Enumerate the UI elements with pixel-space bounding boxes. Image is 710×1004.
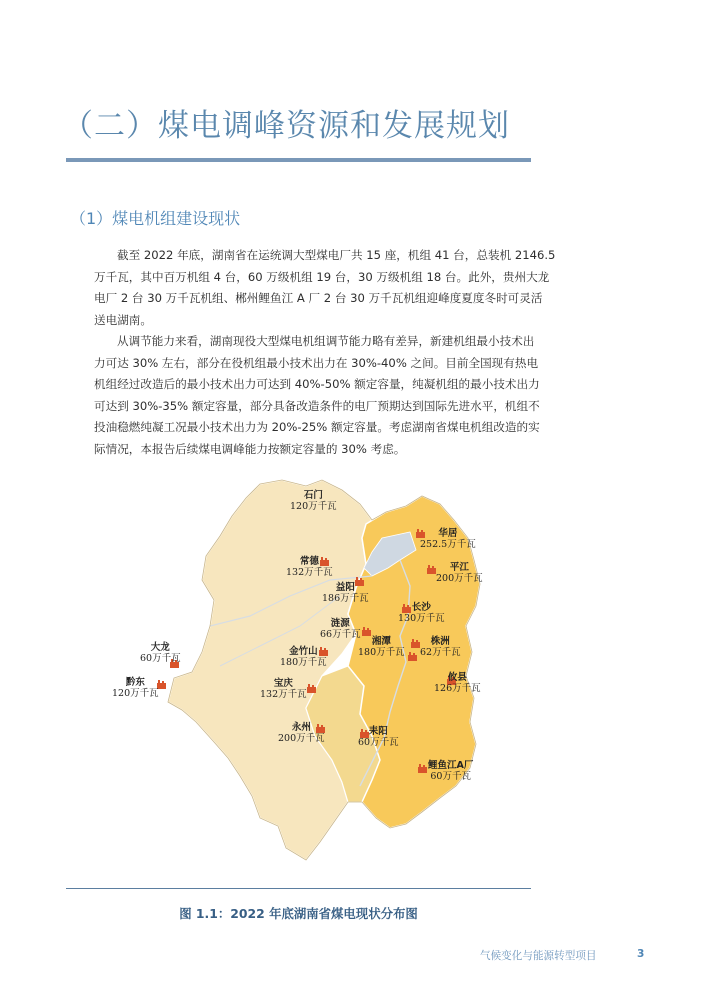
- plant-capacity: 180万千瓦: [280, 657, 327, 668]
- paragraph-line: 从调节能力来看，湖南现役大型煤电机组调节能力略有差异，新建机组最小技术出: [117, 334, 535, 348]
- plant-capacity: 132万千瓦: [260, 689, 307, 700]
- plant-label-youxian: [434, 672, 481, 694]
- plant-name: 黔东: [125, 677, 145, 688]
- plant-capacity: 60万千瓦: [358, 737, 399, 748]
- plant-label-zhuzhou: [420, 636, 461, 658]
- page-number: 3: [637, 948, 645, 960]
- paragraph-line: 截至 2022 年底，湖南省在运统调大型煤电厂共 15 座，机组 41 台，总装机 2146.5: [117, 248, 556, 262]
- section-title: （1）煤电机组建设现状: [70, 209, 241, 228]
- plant-label-qiandong: [112, 677, 159, 699]
- plant-name: 常德: [299, 556, 319, 567]
- plant-capacity: 200万千瓦: [436, 573, 483, 584]
- plant-capacity: 62万千瓦: [420, 647, 461, 658]
- plant-capacity: 180万千瓦: [358, 647, 405, 658]
- plant-name: 株洲: [430, 636, 450, 647]
- plant-label-dalong: [140, 642, 181, 664]
- power-plant-icon: [362, 627, 371, 636]
- power-plant-icon: [427, 565, 436, 574]
- plant-capacity: 126万千瓦: [434, 683, 481, 694]
- plant-label-leiyang: [358, 726, 399, 748]
- plant-name: 攸县: [447, 672, 467, 683]
- plant-name: 鲤鱼江A厂: [428, 760, 474, 771]
- paragraph-line: 可达到 30%-35% 额定容量，部分具备改造条件的电厂预期达到国际先进水平，机组不: [94, 398, 540, 413]
- page-heading: （二）煤电调峰资源和发展规划: [62, 108, 510, 144]
- plant-name: 金竹山: [289, 646, 318, 657]
- plant-name: 益阳: [335, 582, 355, 593]
- plant-name: 涟源: [330, 618, 350, 629]
- plant-label-liyujiang: [428, 760, 473, 782]
- plant-name: 大龙: [150, 642, 170, 653]
- plant-capacity: 130万千瓦: [398, 613, 445, 624]
- power-plant-icon: [411, 639, 420, 648]
- plant-label-changsha: [398, 602, 445, 624]
- plant-capacity: 66万千瓦: [320, 629, 361, 640]
- caption-rule: [66, 888, 531, 889]
- plant-name: 耒阳: [368, 726, 388, 737]
- power-plant-icon: [307, 684, 316, 693]
- power-plant-icon: [418, 764, 427, 773]
- plant-capacity: 60万千瓦: [140, 653, 181, 664]
- heading-underline: [66, 158, 531, 162]
- plant-name: 宝庆: [273, 678, 293, 689]
- footer-project-name: 气候变化与能源转型项目: [480, 950, 597, 962]
- plant-capacity: 120万千瓦: [112, 688, 159, 699]
- plant-capacity: 60万千瓦: [430, 771, 471, 782]
- plant-name: 永州: [291, 722, 311, 733]
- paragraph-line: 机组经过改造后的最小技术出力可达到 40%-50% 额定容量，纯凝机组的最小技术出力: [94, 377, 540, 391]
- paragraph-line: 投油稳燃纯凝工况最小技术出力为 20%-25% 额定容量。考虑湖南省煤电机组改造的实: [94, 420, 540, 434]
- plant-label-yongzhou: [278, 722, 325, 744]
- paragraph-line: 力可达 30% 左右，部分在役机组最小技术出力在 30%-40% 之间。目前全国现有热电: [94, 355, 539, 370]
- figure-caption: 图 1.1：2022 年底湖南省煤电现状分布图: [179, 906, 418, 921]
- plant-name: 华居: [438, 528, 458, 539]
- plant-name: 平江: [449, 562, 469, 573]
- paragraph-line: 电厂 2 台 30 万千瓦机组、郴州鲤鱼江 A 厂 2 台 30 万千瓦机组迎峰度夏度冬时可灵活: [94, 291, 543, 305]
- plant-label-pingjiang: [436, 562, 483, 584]
- plant-capacity: 120万千瓦: [290, 501, 337, 512]
- paragraph-line: 送电湖南。: [94, 312, 152, 327]
- paragraph-line: 万千瓦，其中百万机组 4 台，60 万级机组 19 台，30 万级机组 18 台。此外，贵州大龙: [94, 269, 550, 284]
- paragraph-1: [94, 245, 556, 331]
- plant-label-changde: [286, 556, 333, 578]
- plant-capacity: 186万千瓦: [322, 593, 369, 604]
- plant-label-baoqing: [260, 678, 307, 700]
- plant-label-shimen: [290, 490, 337, 512]
- plant-label-jinzhushan: [280, 646, 327, 668]
- plant-capacity: 132万千瓦: [286, 567, 333, 578]
- paragraph-2: [94, 331, 540, 460]
- plant-label-yiyang: [322, 582, 369, 604]
- plant-label-huaju: [420, 528, 476, 550]
- plant-capacity: 252.5万千瓦: [420, 539, 476, 550]
- plant-label-lianyuan: [320, 618, 361, 640]
- paragraph-line: 际情况，本报告后续煤电调峰能力按额定容量的 30% 考虑。: [94, 441, 406, 456]
- plant-name: 石门: [303, 490, 323, 501]
- hunan-coal-power-map: [110, 476, 510, 866]
- plant-capacity: 200万千瓦: [278, 733, 325, 744]
- power-plant-icon: [408, 652, 417, 661]
- plant-name: 长沙: [411, 602, 431, 613]
- plant-label-xiangtan: [358, 636, 405, 658]
- plant-name: 湘潭: [371, 636, 391, 647]
